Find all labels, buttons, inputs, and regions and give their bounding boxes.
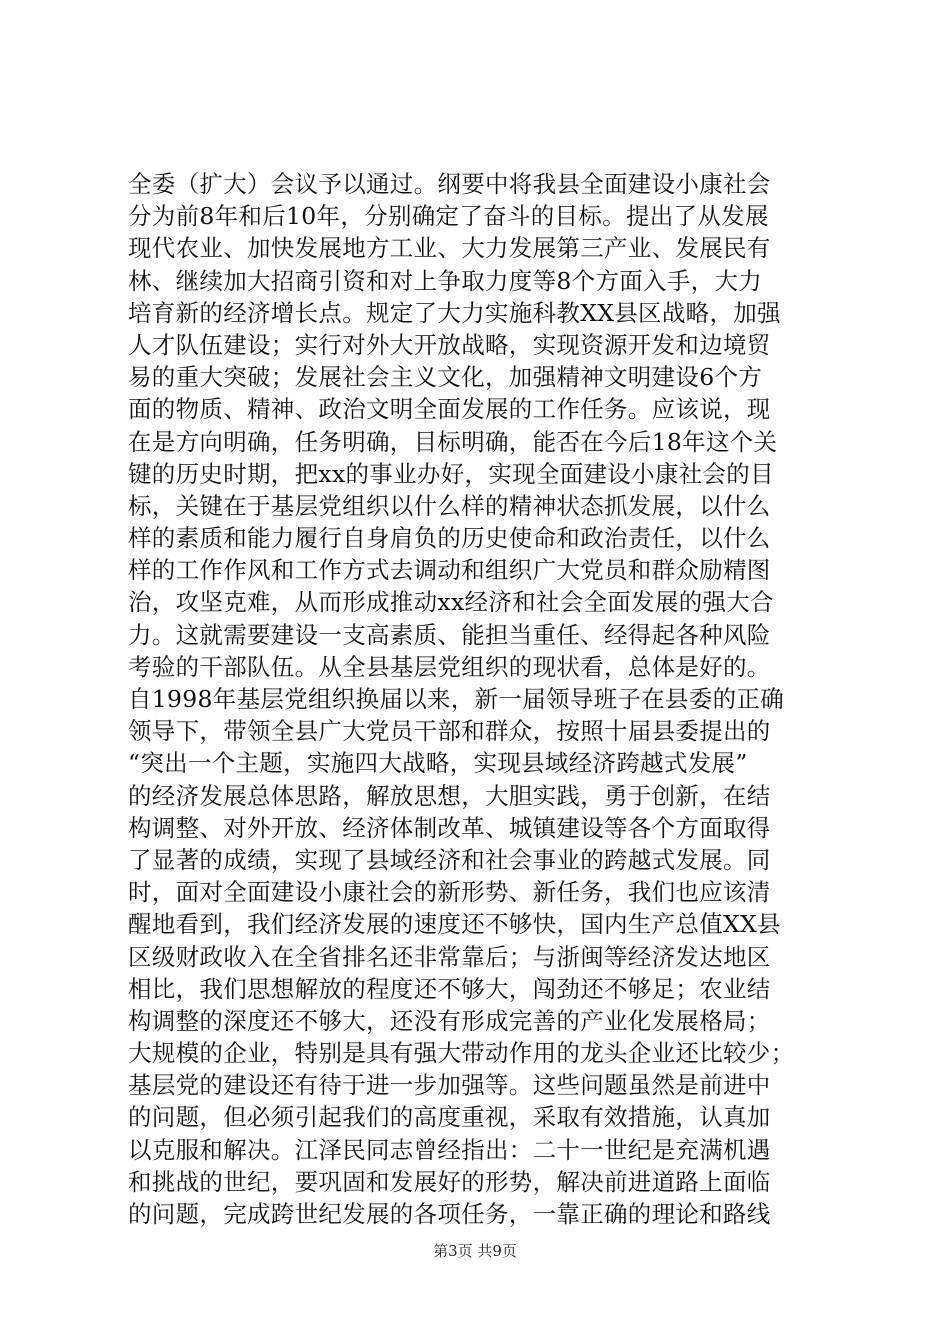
text-line: 在是方向明确，任务明确，目标明确，能否在今后18年这个关 — [128, 427, 778, 456]
text-line: 时，面对全面建设小康社会的新形势、新任务，我们也应该清 — [128, 878, 771, 907]
text-line: 标，关键在于基层党组织以什么样的精神状态抓发展，以什么 — [128, 491, 771, 520]
text-line: 全委（扩大）会议予以通过。纲要中将我县全面建设小康社会 — [128, 170, 771, 198]
text-line: 力。这就需要建设一支高素质、能担当重任、经得起各种风险 — [128, 620, 771, 649]
text-line: 的问题，但必须引起我们的高度重视，采取有效措施，认真加 — [128, 1103, 771, 1132]
text-line: 样的工作作风和工作方式去调动和组织广大党员和群众励精图 — [128, 556, 771, 585]
text-line: 键的历史时期，把xx的事业办好，实现全面建设小康社会的目 — [128, 459, 774, 488]
text-line: “突出一个主题，实施四大战略，实现县域经济跨越式发展” — [128, 749, 748, 778]
text-line: 人才队伍建设；实行对外大开放战略，实现资源开发和边境贸 — [128, 330, 771, 359]
text-line: 培育新的经济增长点。规定了大力实施科教XX县区战略，加强 — [128, 298, 781, 327]
text-line: 样的素质和能力履行自身肩负的历史使命和政治责任，以什么 — [128, 524, 771, 553]
text-line: 相比，我们思想解放的程度还不够大，闯劲还不够足；农业结 — [128, 974, 771, 1003]
text-line: 了显著的成绩，实现了县域经济和社会事业的跨越式发展。同 — [128, 845, 771, 874]
page-footer: 第3页 共9页 — [433, 1242, 517, 1260]
text-line: 面的物质、精神、政治文明全面发展的工作任务。应该说，现 — [128, 395, 771, 424]
text-line: 区级财政收入在全省排名还非常靠后；与浙闽等经济发达地区 — [128, 942, 771, 971]
text-line: 考验的干部队伍。从全县基层党组织的现状看，总体是好的。 — [128, 652, 771, 681]
text-line: 的问题，完成跨世纪发展的各项任务，一靠正确的理论和路线 — [128, 1200, 771, 1228]
text-line: 的经济发展总体思路，解放思想，大胆实践，勇于创新，在结 — [128, 781, 771, 810]
text-line: 大规模的企业，特别是具有强大带动作用的龙头企业还比较少； — [128, 1039, 795, 1068]
text-line: 以克服和解决。江泽民同志曾经指出：二十一世纪是充满机遇 — [128, 1135, 771, 1164]
text-line: 领导下，带领全县广大党员干部和群众，按照十届县委提出的 — [128, 717, 771, 746]
body-text — [128, 168, 828, 1230]
text-line: 基层党的建设还有待于进一步加强等。这些问题虽然是前进中 — [128, 1071, 771, 1100]
text-line: 构调整、对外开放、经济体制改革、城镇建设等各个方面取得 — [128, 813, 771, 842]
text-line: 易的重大突破；发展社会主义文化，加强精神文明建设6个方 — [128, 363, 763, 392]
text-line: 治，攻坚克难，从而形成推动xx经济和社会全面发展的强大合 — [128, 588, 774, 617]
text-line: 林、继续加大招商引资和对上争取力度等8个方面入手，大力 — [128, 266, 763, 295]
text-line: 构调整的深度还不够大，还没有形成完善的产业化发展格局； — [128, 1006, 771, 1035]
text-line: 醒地看到，我们经济发展的速度还不够快，国内生产总值XX县 — [128, 910, 781, 939]
text-line: 和挑战的世纪，要巩固和发展好的形势，解决前进道路上面临 — [128, 1167, 771, 1196]
text-line: 分为前8年和后10年，分别确定了奋斗的目标。提出了从发展 — [128, 202, 769, 231]
text-line: 自1998年基层党组织换届以来，新一届领导班子在县委的正确 — [128, 685, 785, 713]
text-line: 现代农业、加快发展地方工业、大力发展第三产业、发展民有 — [128, 234, 771, 263]
